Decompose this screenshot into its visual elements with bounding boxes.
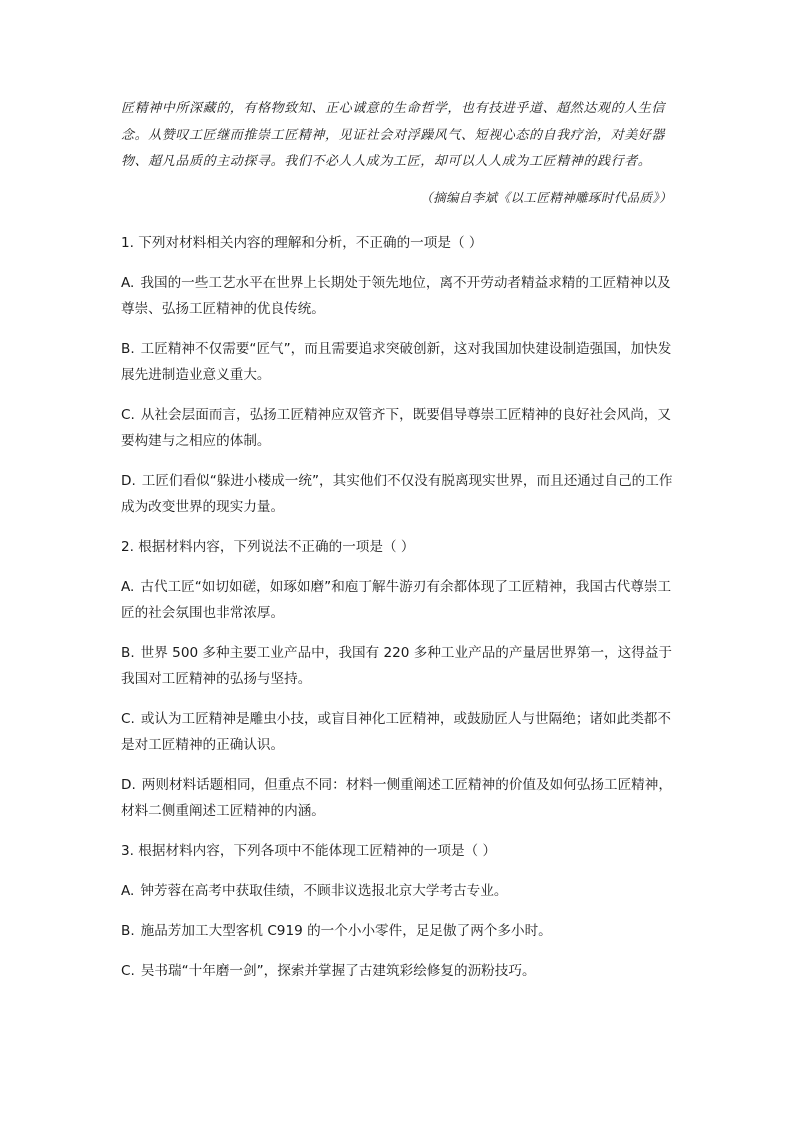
option-letter: D.	[121, 777, 136, 793]
option-c	[121, 958, 677, 984]
option-c	[121, 402, 677, 454]
option-a	[121, 270, 677, 322]
passage-excerpt	[121, 96, 681, 176]
option-letter: C.	[121, 407, 135, 423]
question-list	[121, 230, 677, 998]
option-text: 施品芳加工大型客机 C919 的一个小小零件，足足傲了两个多小时。	[140, 923, 552, 939]
question-2	[121, 534, 677, 824]
option-b	[121, 336, 677, 388]
option-letter: A.	[121, 579, 135, 595]
option-letter: D.	[121, 473, 136, 489]
option-b	[121, 640, 677, 692]
question-stem: 2. 根据材料内容，下列说法不正确的一项是（ ）	[121, 539, 415, 555]
option-text: 从社会层面而言，弘扬工匠精神应双管齐下，既要倡导尊崇工匠精神的良好社会风尚，又要构建与之相应的体制。	[121, 407, 671, 449]
option-c	[121, 706, 677, 758]
option-letter: C.	[121, 963, 135, 979]
option-letter: B.	[121, 341, 135, 357]
option-text: 世界 500 多种主要工业产品中，我国有 220 多种工业产品的产量居世界第一，这得益于我国对工匠精神的弘扬与坚持。	[121, 645, 673, 687]
option-text: 或认为工匠精神是雕虫小技，或盲目神化工匠精神，或鼓励匠人与世隔绝；诸如此类都不是对工匠精神的正确认识。	[121, 711, 671, 753]
passage-source: （摘编自李斌《以工匠精神雕琢时代品质》）	[420, 190, 672, 205]
passage-text: 匠精神中所深藏的，有格物致知、正心诚意的生命哲学，也有技进乎道、超然达观的人生信念。从赞叹工匠继而推崇工匠精神，见证社会对浮躁风气、短视心态的自我疗治，对美好器物、超凡品质的主动探寻。我们不必人人成为工匠，却可以人人成为工匠精神的践行者。	[121, 101, 666, 169]
option-letter: B.	[121, 645, 135, 661]
option-text: 吴书瑞“十年磨一剑”，探索并掌握了古建筑彩绘修复的沥粉技巧。	[140, 963, 536, 979]
option-a	[121, 574, 677, 626]
option-text: 工匠精神不仅需要“匠气”，而且需要追求突破创新，这对我国加快建设制造强国，加快发展先进制造业意义重大。	[121, 341, 672, 383]
question-stem: 1. 下列对材料相关内容的理解和分析，不正确的一项是（ ）	[121, 235, 483, 251]
option-letter: B.	[121, 923, 135, 939]
question-stem: 3. 根据材料内容，下列各项中不能体现工匠精神的一项是（ ）	[121, 843, 497, 859]
option-letter: C.	[121, 711, 135, 727]
option-text: 古代工匠“如切如磋，如琢如磨”和庖丁解牛游刃有余都体现了工匠精神，我国古代尊崇工匠的社会氛围也非常浓厚。	[121, 579, 672, 621]
option-text: 钟芳蓉在高考中获取佳绩，不顾非议选报北京大学考古专业。	[140, 883, 508, 899]
option-text: 我国的一些工艺水平在世界上长期处于领先地位，离不开劳动者精益求精的工匠精神以及尊崇、弘扬工匠精神的优良传统。	[121, 275, 671, 317]
option-text: 工匠们看似“躲进小楼成一统”，其实他们不仅没有脱离现实世界，而且还通过自己的工作成为改变世界的现实力量。	[121, 473, 673, 515]
option-b	[121, 918, 677, 944]
option-letter: A.	[121, 883, 135, 899]
option-d	[121, 772, 677, 824]
option-text: 两则材料话题相同，但重点不同：材料一侧重阐述工匠精神的价值及如何弘扬工匠精神，材料二侧重阐述工匠精神的内涵。	[121, 777, 672, 819]
option-letter: A.	[121, 275, 135, 291]
option-d	[121, 468, 677, 520]
question-3	[121, 838, 677, 984]
option-a	[121, 878, 677, 904]
question-1	[121, 230, 677, 520]
